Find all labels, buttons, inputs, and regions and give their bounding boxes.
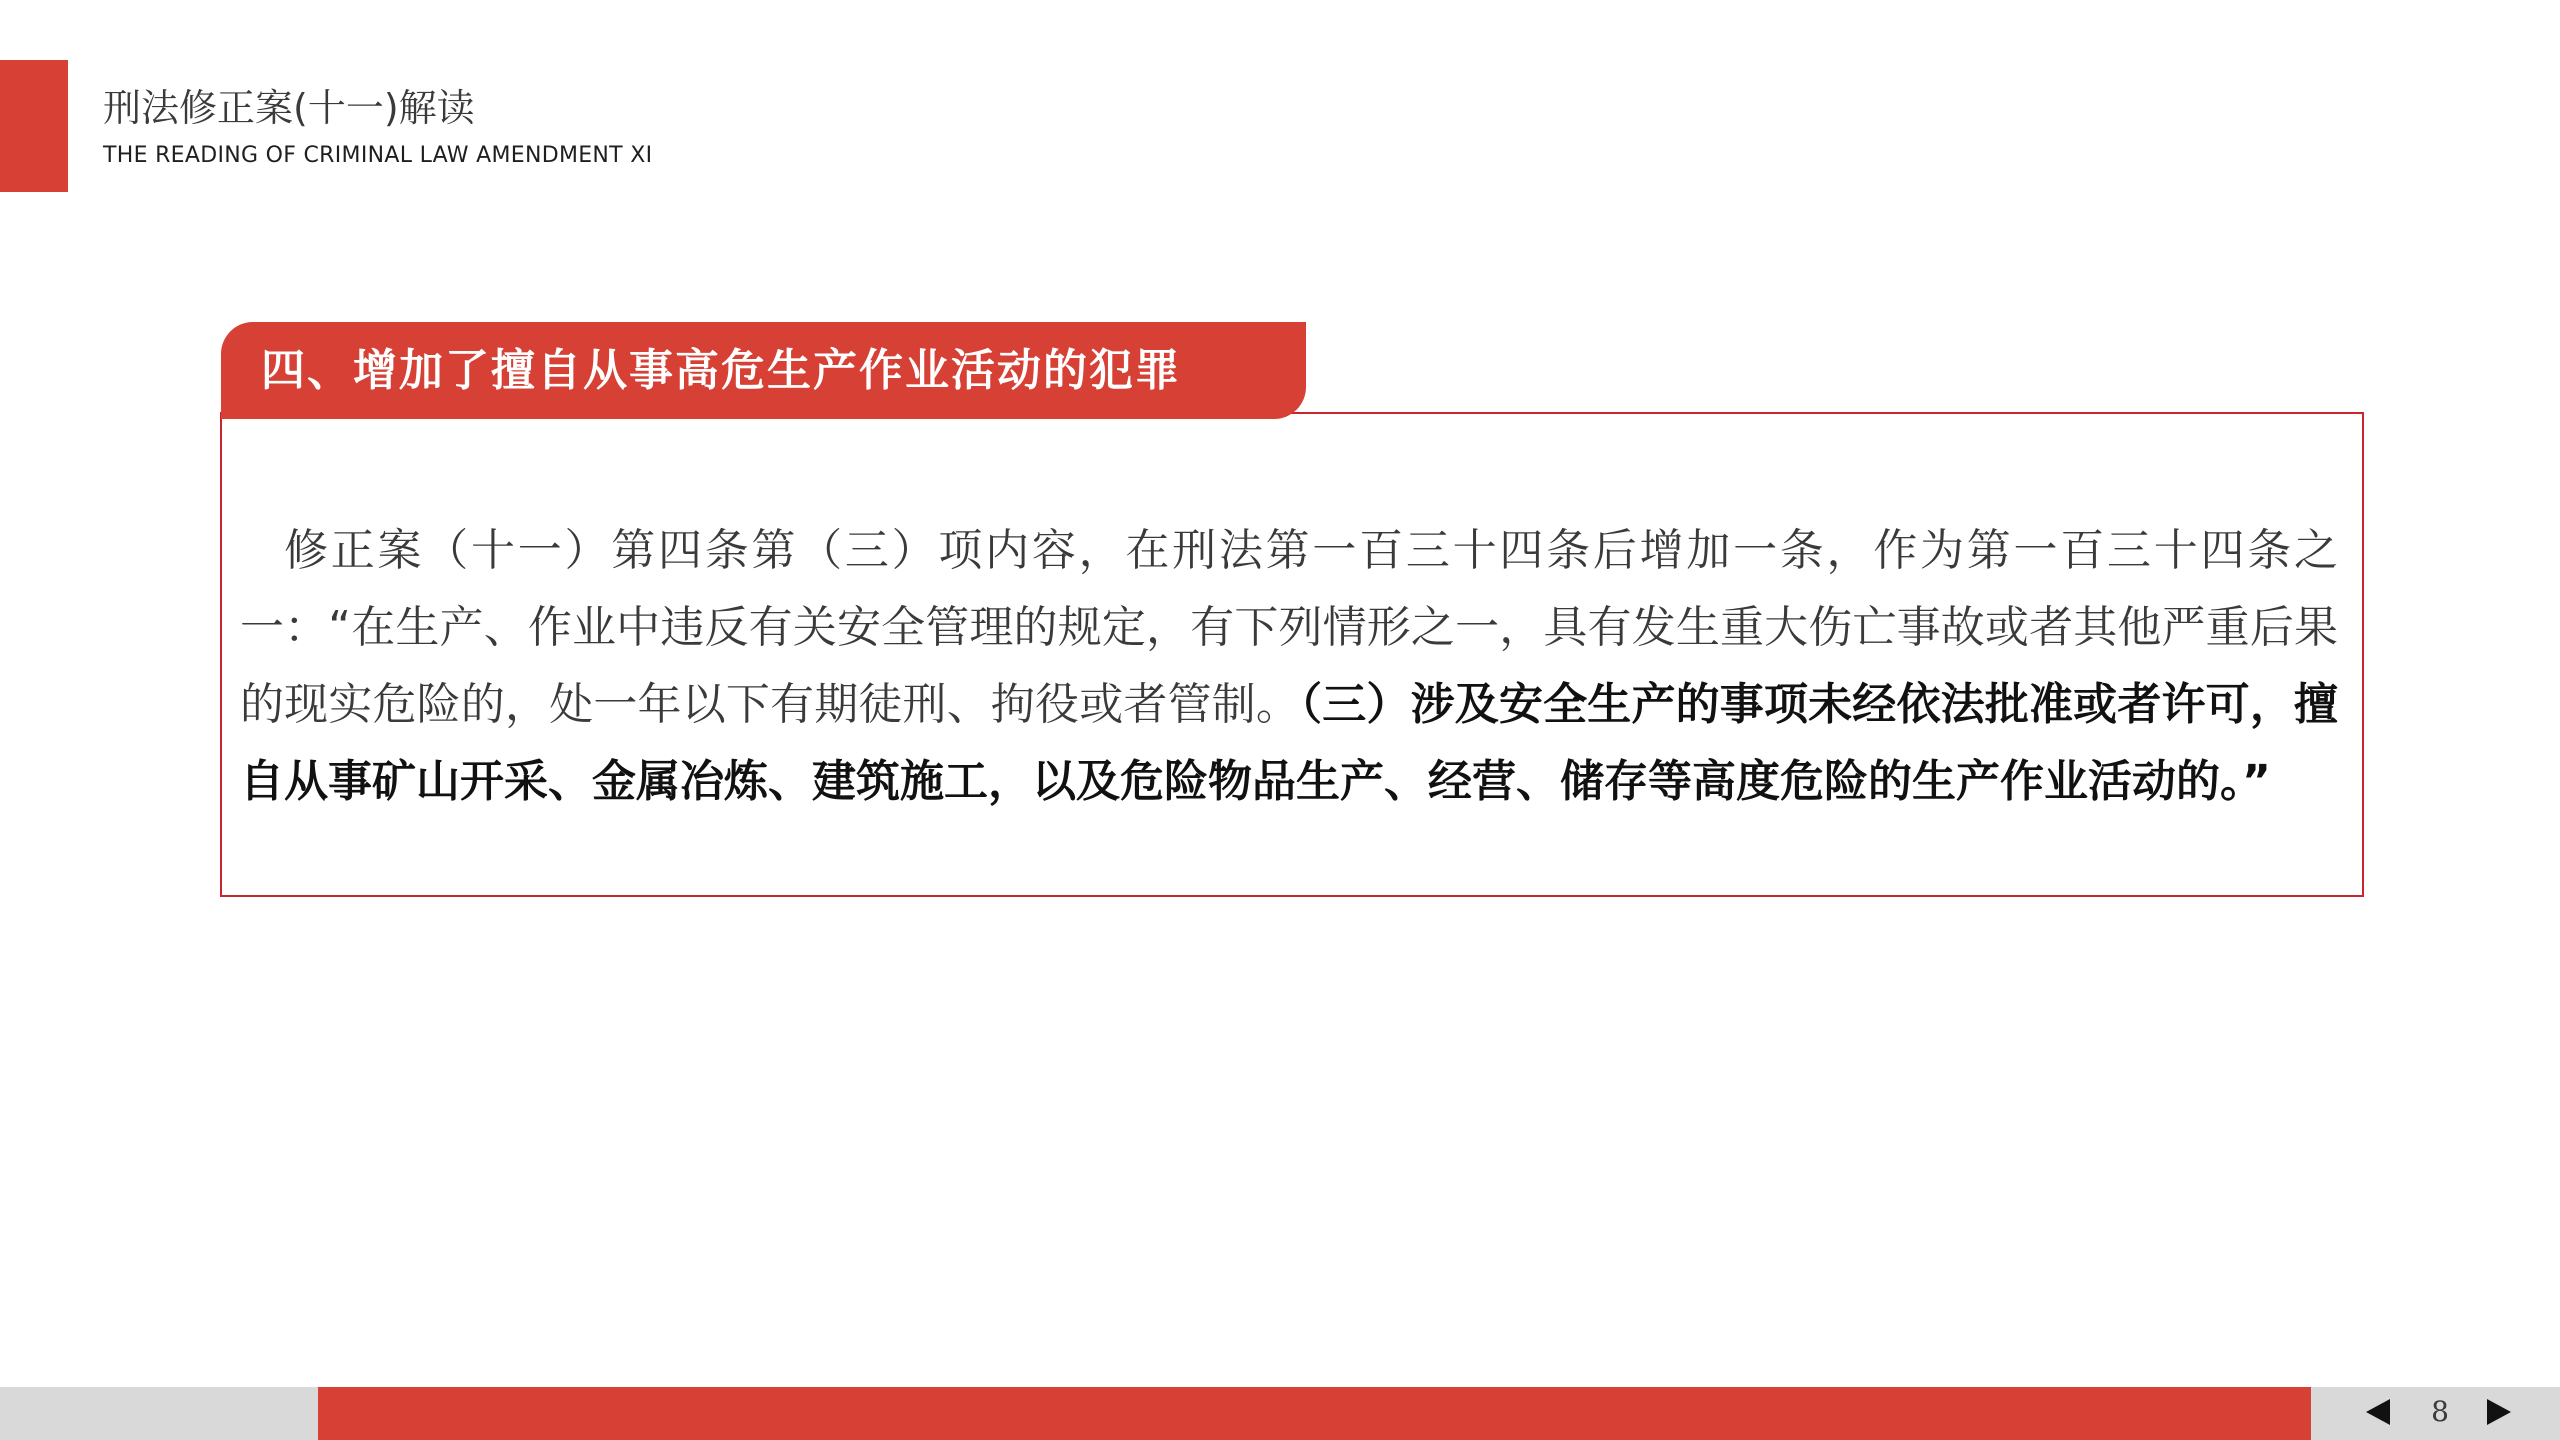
content-box [220,412,2364,897]
section-title: 四、增加了擅自从事高危生产作业活动的犯罪 [261,345,1181,396]
header-subtitle: THE READING OF CRIMINAL LAW AMENDMENT XI [103,143,653,168]
header-accent-block [0,60,68,192]
section-title-tab [221,322,1306,419]
next-slide-icon[interactable] [2487,1399,2511,1425]
footer-bar-accent [318,1387,2311,1440]
prev-slide-icon[interactable] [2366,1399,2390,1425]
page-number: 8 [2431,1395,2449,1428]
content-normal-text: 修正案（十一）第四条第（三）项内容，在刑法第一百三十四条后增加一条，作为第一百三十四条之一：“在生产、作业中违反有关安全管理的规定，有下列情形之一，具有发生重大伤亡事故或者其他严重后果的现实危险的，处一年以下有期徒刑、拘役或者管制。 [240,525,2338,730]
footer-bar-left [0,1387,318,1440]
header-title: 刑法修正案(十一)解读 [103,86,475,130]
content-bold-text: （三）涉及安全生产的事项未经依法批准或者许可，擅自从事矿山开采、金属冶炼、建筑施工，以及危险物品生产、经营、储存等高度危险的生产作业活动的。” [240,679,2339,807]
content-paragraph [240,512,2338,820]
